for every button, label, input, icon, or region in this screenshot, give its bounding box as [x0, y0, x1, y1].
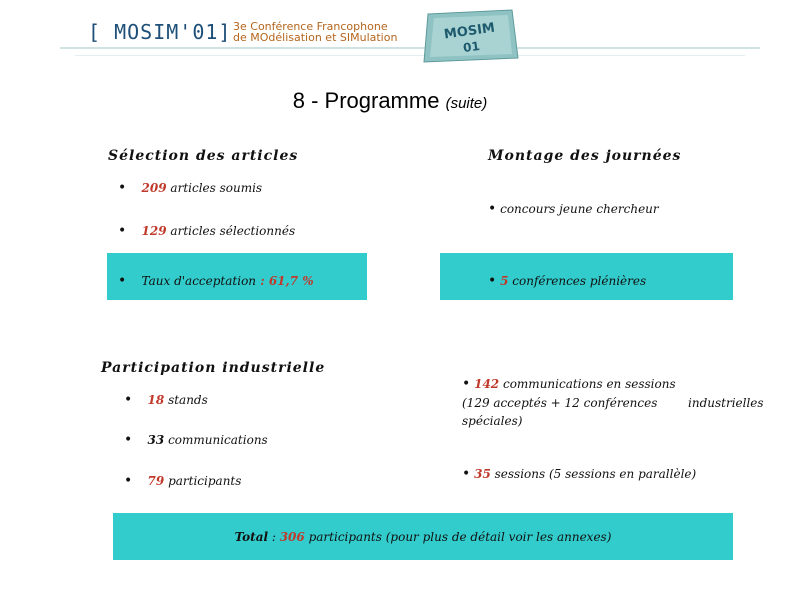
submitted-label: articles soumis — [170, 181, 263, 195]
conference-brand: [ MOSIM'01] — [88, 20, 232, 44]
acceptance-rate-sep: : — [256, 274, 269, 288]
participation-item-stands — [124, 392, 208, 408]
sessions-communications — [462, 376, 676, 392]
participants-label: participants — [168, 474, 242, 488]
bullet: • — [488, 201, 497, 217]
participants-count: 79 — [147, 474, 165, 488]
stands-label: stands — [168, 393, 208, 407]
logo-text-bottom: 01 — [462, 38, 481, 56]
sessions-communications-detail-special: spéciales) — [462, 414, 523, 428]
sessions-communications-detail: (129 acceptés + 12 conférences — [462, 396, 658, 410]
total-text: participants (pour plus de détail voir les annexes) — [304, 530, 612, 544]
bullet: • — [118, 180, 127, 196]
communications-label: communications — [168, 433, 268, 447]
conference-subtitle-line1: 3e Conférence Francophone — [233, 20, 388, 33]
plenary-count: 5 — [500, 274, 509, 288]
bullet: • — [124, 392, 133, 408]
selected-label: articles sélectionnés — [170, 224, 296, 238]
acceptance-rate-label: Taux d'acceptation — [141, 274, 257, 288]
selection-item-submitted — [118, 180, 262, 196]
selection-item-selected — [118, 223, 295, 239]
total-count: 306 — [279, 530, 305, 544]
participation-item-communications — [124, 432, 268, 448]
session-communications-label: communications en sessions — [502, 377, 676, 391]
bullet: • — [118, 273, 127, 289]
total-line — [113, 530, 733, 544]
selected-count: 129 — [141, 224, 167, 238]
sessions-count: 35 — [474, 467, 491, 481]
bullet: • — [488, 273, 497, 289]
title-main: 8 - Programme — [292, 88, 440, 113]
submitted-count: 209 — [141, 181, 167, 195]
communications-count: 33 — [147, 433, 165, 447]
header-divider-secondary — [75, 55, 745, 56]
page-title — [0, 88, 780, 114]
total-label: Total — [234, 530, 269, 544]
logo-text-top: MOSIM — [443, 20, 496, 43]
bullet: • — [124, 473, 133, 489]
title-suite: (suite) — [445, 95, 488, 112]
sessions-communications-detail-industrial: industrielles — [688, 396, 764, 410]
session-communications-count: 142 — [474, 377, 500, 391]
participation-item-participants — [124, 473, 241, 489]
stands-count: 18 — [147, 393, 165, 407]
bullet: • — [124, 432, 133, 448]
mosim-logo — [420, 8, 520, 64]
sessions-count-item — [462, 466, 696, 482]
bullet: • — [462, 466, 471, 482]
montage-heading: Montage des journées — [488, 148, 682, 164]
bullet: • — [118, 223, 127, 239]
plenary-label: conférences plénières — [512, 274, 647, 288]
montage-item-contest — [488, 201, 659, 217]
bullet: • — [462, 376, 471, 392]
montage-item-plenary — [488, 273, 646, 289]
header-divider — [60, 47, 760, 49]
sessions-label: sessions (5 sessions en parallèle) — [494, 467, 697, 481]
selection-heading: Sélection des articles — [108, 148, 299, 164]
acceptance-rate-value: 61,7 % — [268, 274, 314, 288]
total-sep: : — [268, 530, 280, 544]
conference-subtitle-line2: de MOdélisation et SIMulation — [233, 31, 398, 44]
contest-label: concours jeune chercheur — [500, 202, 659, 216]
acceptance-rate — [118, 273, 314, 289]
participation-heading: Participation industrielle — [101, 360, 326, 376]
